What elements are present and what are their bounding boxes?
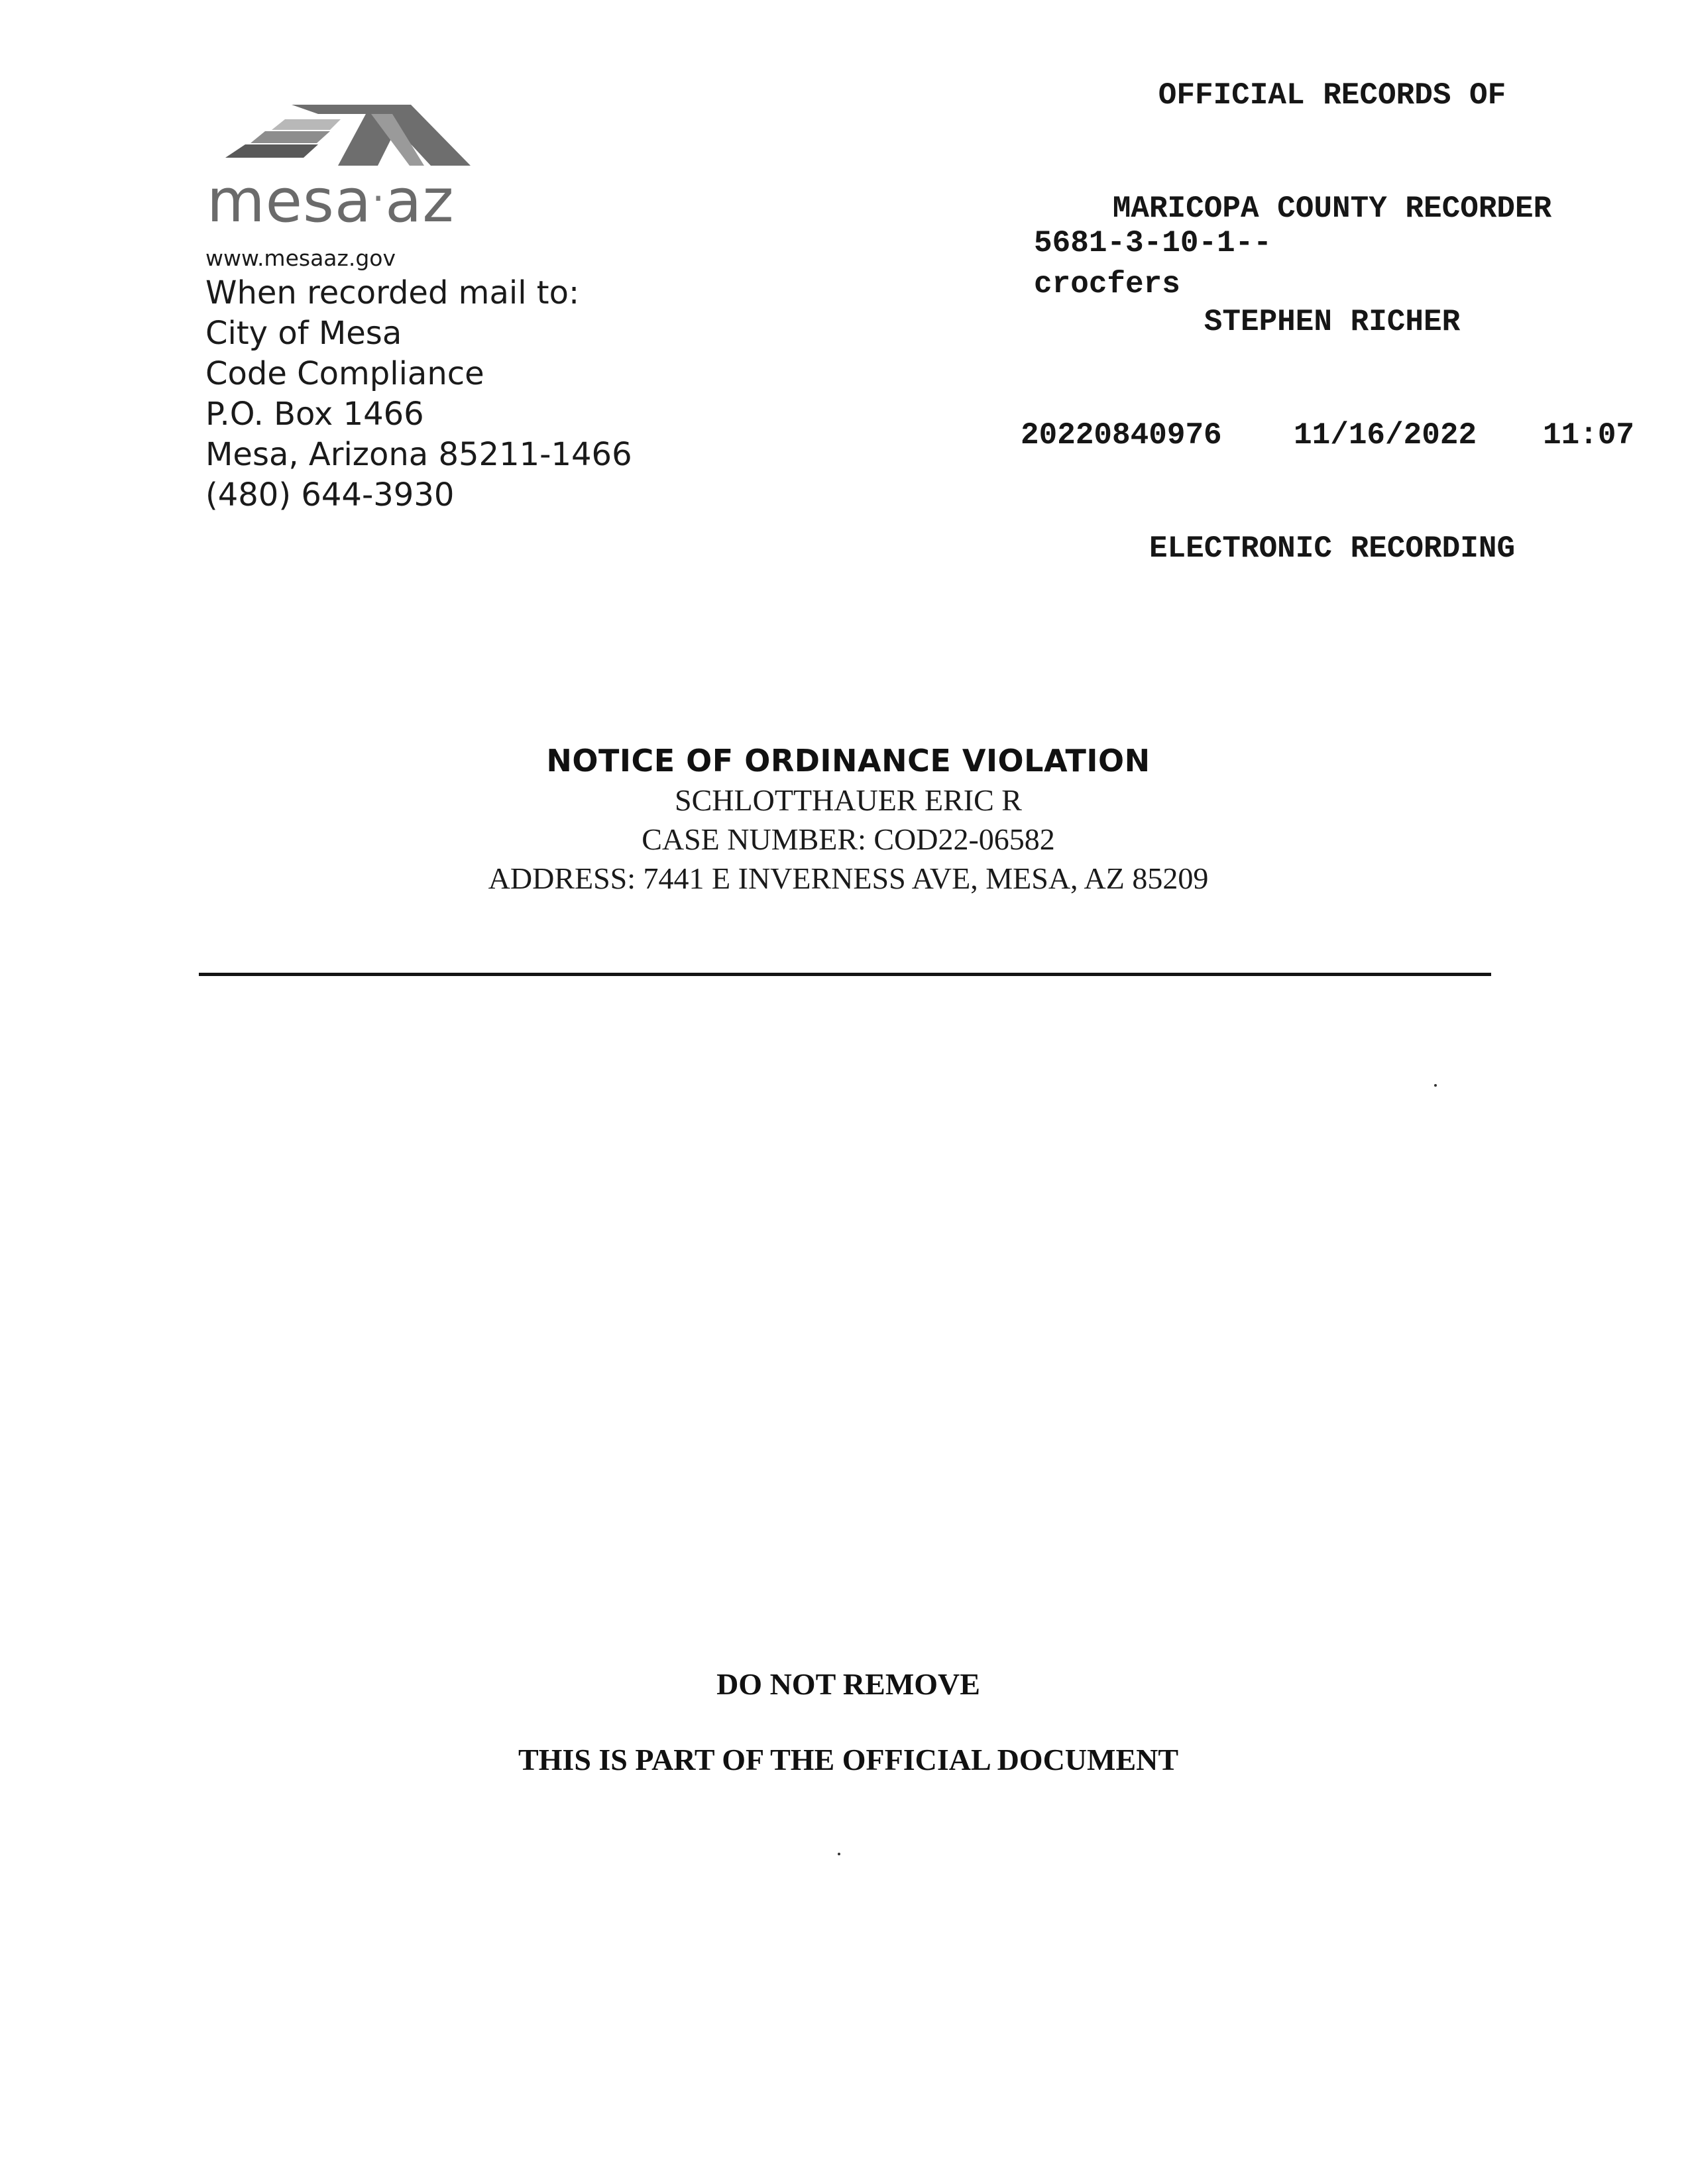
recorder-line-electronic-recording: ELECTRONIC RECORDING (1149, 531, 1516, 566)
notice-title: NOTICE OF ORDINANCE VIOLATION (546, 743, 1151, 779)
recorder-line-official-records: OFFICIAL RECORDS OF (1158, 78, 1506, 113)
return-address-block (205, 244, 632, 516)
recording-code: 5681-3-10-1-- (1034, 226, 1272, 260)
mesa-az-wordmark (207, 166, 455, 235)
recorder-line-county: MARICOPA COUNTY RECORDER (1112, 191, 1552, 226)
horizontal-divider (199, 973, 1491, 976)
recording-codes (1034, 223, 1272, 305)
website-url: www.mesaaz.gov (205, 245, 396, 271)
logo-stripe-mid (251, 131, 330, 143)
scan-speck (1434, 1084, 1437, 1087)
case-number: CASE NUMBER: COD22-06582 (642, 822, 1055, 856)
return-city-state-zip: Mesa, Arizona 85211-1466 (205, 436, 632, 473)
scan-speck (838, 1853, 840, 1855)
return-organization: City of Mesa (205, 315, 402, 352)
logo-stripe-light (272, 119, 341, 130)
return-phone: (480) 644-3930 (205, 476, 455, 514)
recording-info-line (1021, 417, 1657, 455)
mesa-logo-mark-icon (219, 99, 484, 172)
return-department: Code Compliance (205, 355, 484, 392)
wordmark-dot: · (372, 176, 386, 222)
notice-block (186, 741, 1511, 898)
wordmark-mesa: mesa (207, 166, 372, 236)
recording-user-code: crocfers (1034, 267, 1180, 301)
property-owner: SCHLOTTHAUER ERIC R (675, 783, 1022, 817)
record-date: 11/16/2022 (1294, 418, 1477, 453)
do-not-remove-notice: DO NOT REMOVE (716, 1667, 980, 1701)
recorder-line-recorder-name: STEPHEN RICHER (1204, 305, 1461, 339)
logo-stripe-dark (225, 144, 318, 158)
wordmark-az: az (385, 166, 455, 236)
return-instruction: When recorded mail to: (205, 274, 580, 311)
return-po-box: P.O. Box 1466 (205, 396, 424, 433)
record-time: 11:07 (1543, 418, 1635, 453)
property-address: ADDRESS: 7441 E INVERNESS AVE, MESA, AZ 85209 (488, 861, 1209, 895)
official-document-notice: THIS IS PART OF THE OFFICIAL DOCUMENT (518, 1743, 1179, 1776)
record-number: 20220840976 (1021, 418, 1222, 453)
